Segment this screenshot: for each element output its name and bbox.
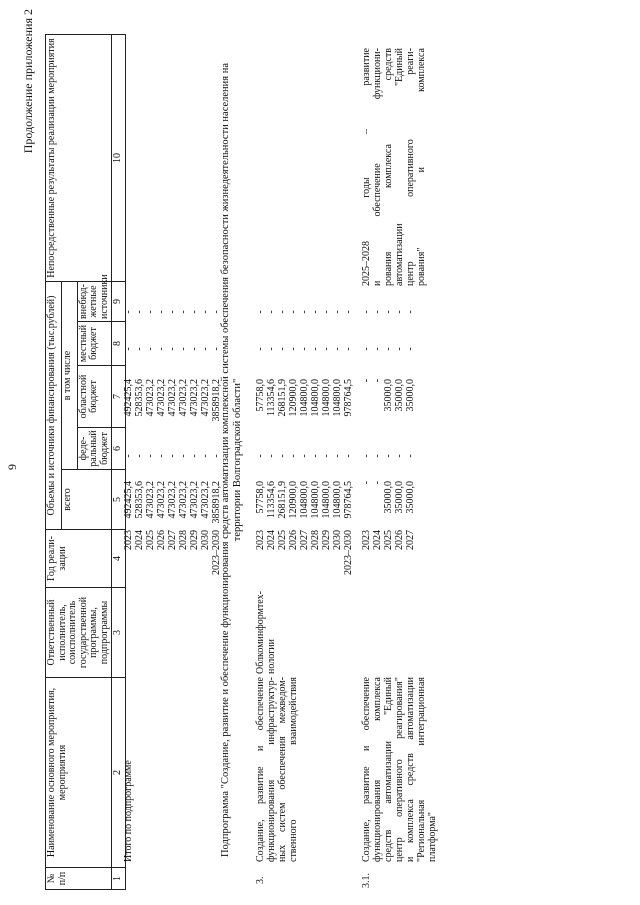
dash-cell: - (178, 454, 189, 458)
header-results: Непосредственные результаты реализации мероприятия (46, 35, 112, 282)
cell-line: 978764,5 (343, 379, 354, 417)
row31-years (361, 530, 416, 586)
col-num-9: 9 (112, 282, 126, 322)
dash-cell: - (299, 454, 310, 458)
col-num-5: 5 (112, 470, 126, 530)
cell-line: 473023,2 (189, 379, 200, 417)
dash-cell: - (156, 454, 167, 458)
cell-line: 2024 (266, 530, 277, 550)
cell-line: 2025 (383, 530, 394, 550)
row31-regional (361, 379, 416, 424)
dash-cell: - (189, 454, 200, 458)
cell-line: 2026 (288, 530, 299, 550)
dash-cell: - (211, 347, 222, 351)
cell-line: 978764,5 (343, 481, 354, 519)
col-num-10: 10 (112, 35, 126, 282)
cell-line: - (361, 481, 372, 485)
cell-line: 113354,6 (266, 379, 277, 417)
cell-line: 528353,6 (134, 481, 145, 519)
dash-cell: - (156, 347, 167, 351)
cell-line: 113354,6 (266, 481, 277, 519)
header-including: в том числе (62, 282, 78, 470)
cell-line: 2025 (277, 530, 288, 550)
dash-cell: - (145, 310, 156, 314)
row3-local (255, 334, 354, 364)
row31-federal (361, 446, 416, 466)
itogo-federal (123, 446, 222, 466)
dash-cell: - (288, 347, 299, 351)
cell-line: 473023,2 (200, 481, 211, 519)
dash-cell: - (394, 310, 405, 314)
cell-line: функционирования комплекса (372, 677, 383, 862)
dash-cell: - (123, 454, 134, 458)
cell-line: центр оперативного реаги- (405, 48, 416, 286)
cell-line: 2030 (332, 530, 343, 550)
cell-line: 104800,0 (310, 379, 321, 417)
cell-line: 473023,2 (200, 379, 211, 417)
dash-cell: - (383, 310, 394, 314)
cell-line: автоматизации "Единый (394, 48, 405, 286)
col-num-1: 1 (112, 868, 126, 890)
dash-cell: - (156, 310, 167, 314)
cell-line: 2029 (189, 530, 200, 550)
cell-line: 104800,0 (299, 379, 310, 417)
subprogram-title: Подпрограмма "Создание, развитие и обеспечение функционирования средств автоматизации комплексной системы обеспечения безопасности жизнедеятельности населения на территории Волгоградской области" (220, 62, 243, 858)
cell-line: 2030 (200, 530, 211, 550)
cell-line: 104800,0 (332, 379, 343, 417)
cell-line: 2027 (167, 530, 178, 550)
cell-line: 268151,9 (277, 379, 288, 417)
dash-cell: - (332, 454, 343, 458)
cell-line: 104800,0 (321, 379, 332, 417)
cell-line: 2026 (156, 530, 167, 550)
cell-line: средств автоматизации "Единый (383, 677, 394, 862)
header-regional: областной бюджет (77, 366, 112, 428)
dash-cell: - (343, 347, 354, 351)
cell-line: 3858918,2 (211, 481, 222, 524)
itogo-regional (123, 379, 222, 424)
dash-cell: - (277, 310, 288, 314)
row31-num: 3.1. (361, 873, 372, 888)
row31-name (361, 677, 438, 862)
cell-line: 473023,2 (145, 379, 156, 417)
cell-line: 104800,0 (310, 481, 321, 519)
dash-cell: - (277, 347, 288, 351)
dash-cell: - (361, 454, 372, 458)
continuation-label: Продолжение приложения 2 (21, 9, 35, 154)
cell-line: 2023 (123, 530, 134, 550)
header-year: Год реали- зации (46, 530, 112, 588)
dash-cell: - (405, 454, 416, 458)
col-num-3: 3 (112, 588, 126, 678)
cell-line: центр оперативного реагирования" (394, 677, 405, 862)
dash-cell: - (383, 454, 394, 458)
col-num-2: 2 (112, 678, 126, 868)
cell-line: 2023 (361, 530, 372, 550)
dash-cell: - (299, 310, 310, 314)
dash-cell: - (145, 454, 156, 458)
row3-name (255, 677, 299, 862)
row3-regional (255, 379, 354, 424)
cell-line: 35000,0 (394, 481, 405, 514)
col-num-4: 4 (112, 530, 126, 588)
dash-cell: - (372, 347, 383, 351)
dash-cell: - (310, 347, 321, 351)
dash-cell: - (167, 454, 178, 458)
cell-line: 473023,2 (167, 481, 178, 519)
col-num-6: 6 (112, 428, 126, 470)
dash-cell: - (277, 454, 288, 458)
cell-line: 35000,0 (383, 481, 394, 514)
cell-line: 35000,0 (405, 481, 416, 514)
row3-federal (255, 446, 354, 466)
row31-local (361, 334, 416, 364)
itogo-label: Итого по подпрограмме (123, 760, 134, 862)
dash-cell: - (321, 310, 332, 314)
dash-cell: - (134, 454, 145, 458)
row3-extrabudget (255, 302, 354, 322)
cell-line: рования комплекса средств (383, 48, 394, 286)
dash-cell: - (211, 454, 222, 458)
dash-cell: - (361, 310, 372, 314)
cell-line: 473023,2 (178, 379, 189, 417)
dash-cell: - (299, 347, 310, 351)
dash-cell: - (288, 310, 299, 314)
cell-line: 120900,0 (288, 481, 299, 519)
cell-line: 35000,0 (383, 379, 394, 412)
dash-cell: - (200, 454, 211, 458)
cell-line: Создание, развитие и обеспечение (361, 677, 372, 862)
cell-line: 2023 (255, 530, 266, 550)
dash-cell: - (332, 310, 343, 314)
cell-line: 268151,9 (277, 481, 288, 519)
row31-extrabudget (361, 302, 416, 322)
itogo-years (123, 530, 222, 586)
cell-line: ных систем обеспечения межведом- (277, 677, 288, 862)
cell-line: 2029 (321, 530, 332, 550)
cell-line: функционирования инфраструктур- (266, 677, 277, 862)
cell-line: 57758,0 (255, 379, 266, 412)
cell-line: - (361, 379, 372, 383)
dash-cell: - (266, 347, 277, 351)
cell-line: 57758,0 (255, 481, 266, 514)
cell-line: 2028 (178, 530, 189, 550)
dash-cell: - (200, 310, 211, 314)
cell-line: 3858918,2 (211, 379, 222, 422)
dash-cell: - (383, 347, 394, 351)
row31-total (361, 481, 416, 526)
itogo-extrabudget (123, 302, 222, 322)
dash-cell: - (372, 454, 383, 458)
cell-line: рования" и комплекса (416, 48, 427, 286)
dash-cell: - (255, 347, 266, 351)
dash-cell: - (134, 310, 145, 314)
header-local: местный бюджет (77, 322, 112, 366)
dash-cell: - (266, 310, 277, 314)
cell-line: 473023,2 (156, 379, 167, 417)
dash-cell: - (394, 347, 405, 351)
cell-line: нологии (266, 638, 277, 674)
cell-line: 2028 (310, 530, 321, 550)
cell-line: 2024 (372, 530, 383, 550)
header-total: всего (62, 470, 112, 530)
col-num-7: 7 (112, 366, 126, 428)
cell-line: 473023,2 (167, 379, 178, 417)
page-number: 9 (5, 464, 19, 470)
dash-cell: - (310, 310, 321, 314)
dash-cell: - (211, 310, 222, 314)
dash-cell: - (372, 310, 383, 314)
dash-cell: - (134, 347, 145, 351)
header-federal: феде- ральный бюджет (77, 428, 112, 470)
cell-line: 120900,0 (288, 379, 299, 417)
cell-line: 492425,4 (123, 379, 134, 417)
row3-num: 3. (255, 876, 266, 884)
row3-total (255, 481, 354, 526)
cell-line: 2027 (299, 530, 310, 550)
dash-cell: - (200, 347, 211, 351)
table-header (45, 34, 126, 890)
header-extrabudget: внебюд- жетные источники (77, 282, 112, 322)
dash-cell: - (321, 347, 332, 351)
cell-line: - (372, 379, 383, 383)
dash-cell: - (332, 347, 343, 351)
cell-line: 473023,2 (156, 481, 167, 519)
cell-line: 35000,0 (405, 379, 416, 412)
dash-cell: - (405, 347, 416, 351)
col-num-8: 8 (112, 322, 126, 366)
cell-line: 104800,0 (332, 481, 343, 519)
dash-cell: - (255, 454, 266, 458)
header-volumes: Объемы и источники финансирования (тыс.рублей) (46, 282, 62, 530)
row3-executor (255, 591, 277, 674)
dash-cell: - (321, 454, 332, 458)
cell-line: и обеспечение функциони- (372, 48, 383, 286)
dash-cell: - (189, 310, 200, 314)
cell-line: 104800,0 (321, 481, 332, 519)
rotated-table-sheet (5, 5, 635, 900)
cell-line: 473023,2 (145, 481, 156, 519)
cell-line: 2023–2030 (211, 530, 222, 575)
itogo-local (123, 334, 222, 364)
dash-cell: - (189, 347, 200, 351)
dash-cell: - (394, 454, 405, 458)
cell-line: 473023,2 (189, 481, 200, 519)
cell-line: 35000,0 (394, 379, 405, 412)
cell-line: Создание, развитие и обеспечение (255, 677, 266, 862)
cell-line: 2024 (134, 530, 145, 550)
dash-cell: - (178, 347, 189, 351)
cell-line: 2026 (394, 530, 405, 550)
dash-cell: - (343, 454, 354, 458)
cell-line: 2025 (145, 530, 156, 550)
dash-cell: - (361, 347, 372, 351)
dash-cell: - (266, 454, 277, 458)
dash-cell: - (343, 310, 354, 314)
cell-line: 104800,0 (299, 481, 310, 519)
itogo-total (123, 481, 222, 526)
dash-cell: - (123, 310, 134, 314)
dash-cell: - (255, 310, 266, 314)
dash-cell: - (288, 454, 299, 458)
header-name: Наименование основного мероприятия, мероприятия (46, 678, 112, 868)
cell-line: 528353,6 (134, 379, 145, 417)
header-executor: Ответственный исполнитель, соисполнитель государственной программы, подпрограммы (46, 588, 112, 678)
cell-line: платформа" (427, 812, 438, 862)
dash-cell: - (167, 310, 178, 314)
dash-cell: - (405, 310, 416, 314)
cell-line: 473023,2 (178, 481, 189, 519)
cell-line: - (372, 481, 383, 485)
dash-cell: - (310, 454, 321, 458)
cell-line: Облкоминформтех- (255, 591, 266, 674)
row3-years (255, 530, 354, 586)
header-num: № п/п (46, 868, 112, 890)
cell-line: 2023–2030 (343, 530, 354, 575)
cell-line: 2027 (405, 530, 416, 550)
cell-line: ственного взаимодействия (288, 677, 299, 862)
cell-line: 2025–2028 годы – развитие (361, 48, 372, 286)
row31-results (361, 48, 427, 286)
dash-cell: - (178, 310, 189, 314)
dash-cell: - (167, 347, 178, 351)
dash-cell: - (123, 347, 134, 351)
cell-line: "Региональная интеграционная (416, 677, 427, 862)
cell-line: и комплекса средств автоматизации (405, 677, 416, 862)
cell-line: 492425,4 (123, 481, 134, 519)
dash-cell: - (145, 347, 156, 351)
